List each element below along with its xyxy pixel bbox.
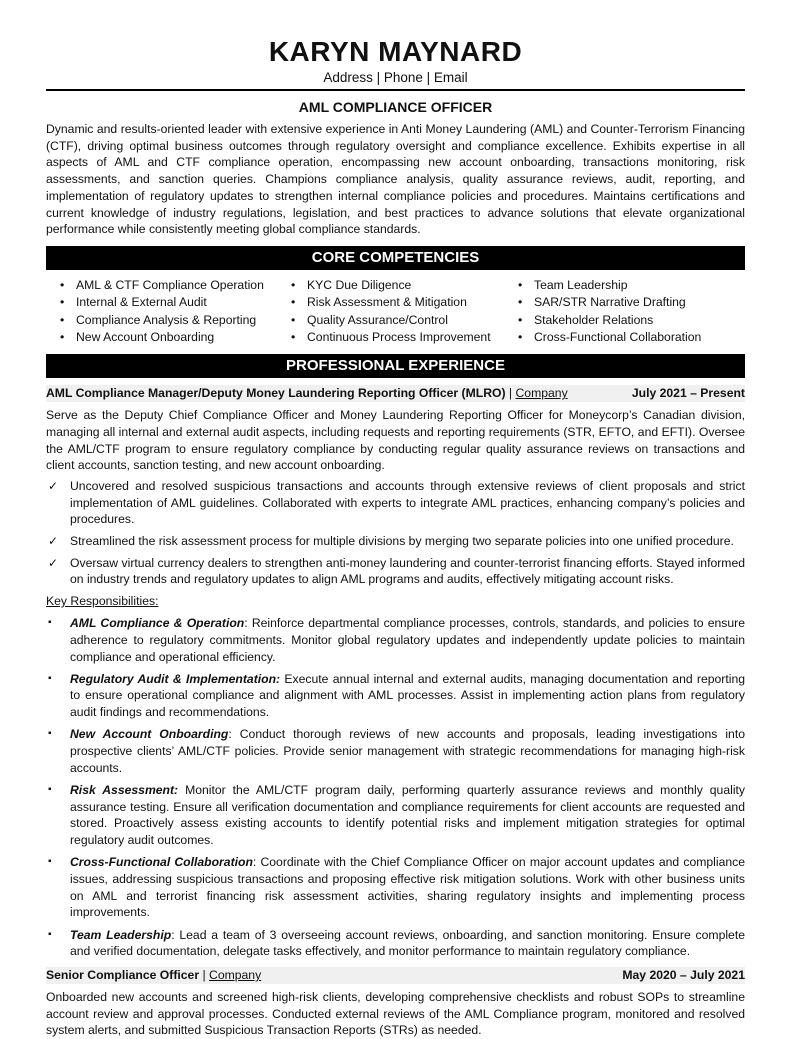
summary-paragraph: Dynamic and results-oriented leader with extensive experience in Anti Money Laundering (AML) and Counter-Terrorism Financing (CTF), driving optimal business outcomes through regulatory oversight and compliance excellence. Exhibits expertise in all aspects of AML and CTF compliance operation, encompassing new account onboarding, transactions monitoring, risk assessments, and sanction queries. Champions compliance analysis, quality assurance reviews, audit, reporting, and implementation of regulatory updates to strengthen internal compliance policies and procedures. Maintains certifications and current knowledge of industry regulations, legislation, and best practices to advance solutions that elevate organizational performance while consistently meeting global compliance standards. bbox=[46, 122, 745, 237]
responsibility-item bbox=[46, 782, 745, 849]
competencies-column bbox=[289, 277, 516, 346]
competencies-column bbox=[58, 277, 289, 346]
title-separator: | bbox=[199, 968, 210, 982]
header-divider bbox=[46, 89, 745, 91]
competency-item: • AML & CTF Compliance Operation bbox=[58, 277, 289, 294]
job-dates: May 2020 – July 2021 bbox=[622, 968, 745, 982]
responsibility-text: : Coordinate with the Chief Compliance Officer on major account updates and compliance issues, addressing suspicious transactions and proposing effective risk mitigation solutions. Work with other business units on AML and terrorist financing risk assessment activities, sharing regulatory insights and implementing process improvements. bbox=[70, 855, 745, 920]
achievement-item bbox=[46, 478, 745, 528]
responsibility-item bbox=[46, 726, 745, 776]
competency-item: • Continuous Process Improvement bbox=[289, 329, 516, 346]
checkmark-icon: ✓ bbox=[48, 555, 59, 570]
company-name: Company bbox=[515, 386, 568, 401]
responsibilities-list bbox=[46, 615, 745, 960]
job-target-title: AML COMPLIANCE OFFICER bbox=[298, 99, 493, 115]
contact-line: Address | Phone | Email bbox=[323, 70, 468, 85]
achievement-item bbox=[46, 533, 745, 550]
responsibility-lead: New Account Onboarding bbox=[70, 727, 229, 742]
responsibility-lead: Team Leadership bbox=[70, 927, 172, 942]
square-bullet-icon: ▪ bbox=[48, 728, 52, 740]
square-bullet-icon: ▪ bbox=[48, 617, 52, 629]
responsibility-text: Monitor the AML/CTF program daily, performing quarterly assurance reviews and monthly quality assurance testing. Ensure all verification documentation and compliance requirements for client accounts are requested and stored. Proactively assess existing accounts to identify potential risks and implement mitigation strategies for optimal regulatory audit outcomes. bbox=[70, 782, 746, 848]
job-header bbox=[46, 967, 745, 984]
checkmark-icon: ✓ bbox=[48, 534, 59, 549]
competency-item: • KYC Due Diligence bbox=[289, 277, 516, 294]
competencies-column bbox=[516, 277, 736, 346]
job-title-line bbox=[46, 385, 568, 402]
responsibility-lead: AML Compliance & Operation bbox=[70, 616, 245, 631]
square-bullet-icon: ▪ bbox=[48, 856, 52, 868]
company-name: Company bbox=[209, 968, 262, 982]
checkmark-icon: ✓ bbox=[48, 478, 59, 493]
achievement-text: Oversaw virtual currency dealers to strengthen anti-money laundering and counter-terrorist financing efforts. Stayed informed on industry trends and regulatory updates to align AML programs and audits, effectively mitigating account risks. bbox=[70, 555, 745, 587]
competencies-grid bbox=[46, 277, 745, 346]
candidate-name: KARYN MAYNARD bbox=[268, 36, 523, 67]
title-separator: | bbox=[505, 386, 516, 401]
square-bullet-icon: ▪ bbox=[48, 783, 52, 795]
job-description: Serve as the Deputy Chief Compliance Officer and Money Laundering Reporting Officer for Moneycorp’s Canadian division, managing all internal and external audit aspects, including requests and reporting requirements (STR, EFTO, and EFTI). Oversee the AML/CTF program to ensure regulatory compliance by conducting regular quality assurance reviews on transactions and client accounts, sanction testing, and new account onboarding. bbox=[46, 408, 745, 473]
responsibility-lead: Regulatory Audit & Implementation: bbox=[70, 671, 281, 686]
achievement-text: Streamlined the risk assessment process for multiple divisions by merging two separate policies into one unified procedure. bbox=[70, 534, 734, 549]
job-title: Senior Compliance Officer bbox=[46, 968, 200, 982]
competency-item: • Stakeholder Relations bbox=[516, 312, 736, 329]
section-heading-experience: PROFESSIONAL EXPERIENCE bbox=[46, 354, 745, 378]
competency-item: • Team Leadership bbox=[516, 277, 736, 294]
key-responsibilities-label: Key Responsibilities: bbox=[46, 594, 159, 609]
competency-item: • Risk Assessment & Mitigation bbox=[289, 294, 516, 311]
responsibility-item bbox=[46, 854, 745, 921]
competency-item: • Compliance Analysis & Reporting bbox=[58, 312, 289, 329]
section-heading-competencies: CORE COMPETENCIES bbox=[46, 246, 745, 270]
responsibility-item bbox=[46, 671, 745, 721]
square-bullet-icon: ▪ bbox=[48, 928, 52, 940]
responsibility-lead: Cross-Functional Collaboration bbox=[70, 855, 253, 870]
responsibility-text: : Lead a team of 3 overseeing account reviews, onboarding, and sanction monitoring. Ensure complete and verified documentation, delegate tasks effectively, and monitor performance to maintain regulatory compliance. bbox=[70, 927, 746, 959]
responsibility-text: : Conduct thorough reviews of new accounts and proposals, leading investigations into prospective clients’ AML/CTF policies. Provide senior management with strategic recommendations for managing high-risk accounts. bbox=[70, 727, 745, 775]
responsibility-item bbox=[46, 615, 745, 665]
achievement-item bbox=[46, 555, 745, 588]
competency-item: • Internal & External Audit bbox=[58, 294, 289, 311]
responsibility-item bbox=[46, 927, 745, 960]
achievements-list bbox=[46, 478, 745, 588]
job-header bbox=[46, 385, 745, 402]
competency-item: • New Account Onboarding bbox=[58, 329, 289, 346]
job-dates: July 2021 – Present bbox=[631, 386, 745, 401]
competency-item: • Cross-Functional Collaboration bbox=[516, 329, 736, 346]
competency-item: • Quality Assurance/Control bbox=[289, 312, 516, 329]
competency-item: • SAR/STR Narrative Drafting bbox=[516, 294, 736, 311]
job-title-line bbox=[46, 967, 261, 984]
job-description: Onboarded new accounts and screened high-risk clients, developing comprehensive checklists and robust SOPs to streamline account review and approval processes. Conducted external reviews of the AML Compliance program, monitored and resolved system alerts, and submitted Suspicious Transaction Reports (STRs) as needed. bbox=[46, 990, 745, 1038]
responsibility-text: : Reinforce departmental compliance processes, controls, standards, and policies to ensure adherence to regulatory commitments. Monitor global regulatory updates and independently update policies to maintain compliance and operational efficiency. bbox=[70, 616, 745, 664]
achievement-text: Uncovered and resolved suspicious transactions and accounts through extensive reviews of client proposals and strict implementation of AML guidelines. Collaborated with experts to integrate AML practices, enhancing company’s policies and procedures. bbox=[70, 478, 745, 527]
square-bullet-icon: ▪ bbox=[48, 672, 52, 684]
responsibility-lead: Risk Assessment: bbox=[70, 782, 179, 797]
job-title: AML Compliance Manager/Deputy Money Laundering Reporting Officer (MLRO) bbox=[46, 386, 506, 401]
responsibility-text: Execute annual internal and external audits, managing documentation and reporting to ensure operational compliance and alignment with AML processes. Assist in implementing action plans from regulatory audit findings and recommendations. bbox=[70, 671, 746, 720]
